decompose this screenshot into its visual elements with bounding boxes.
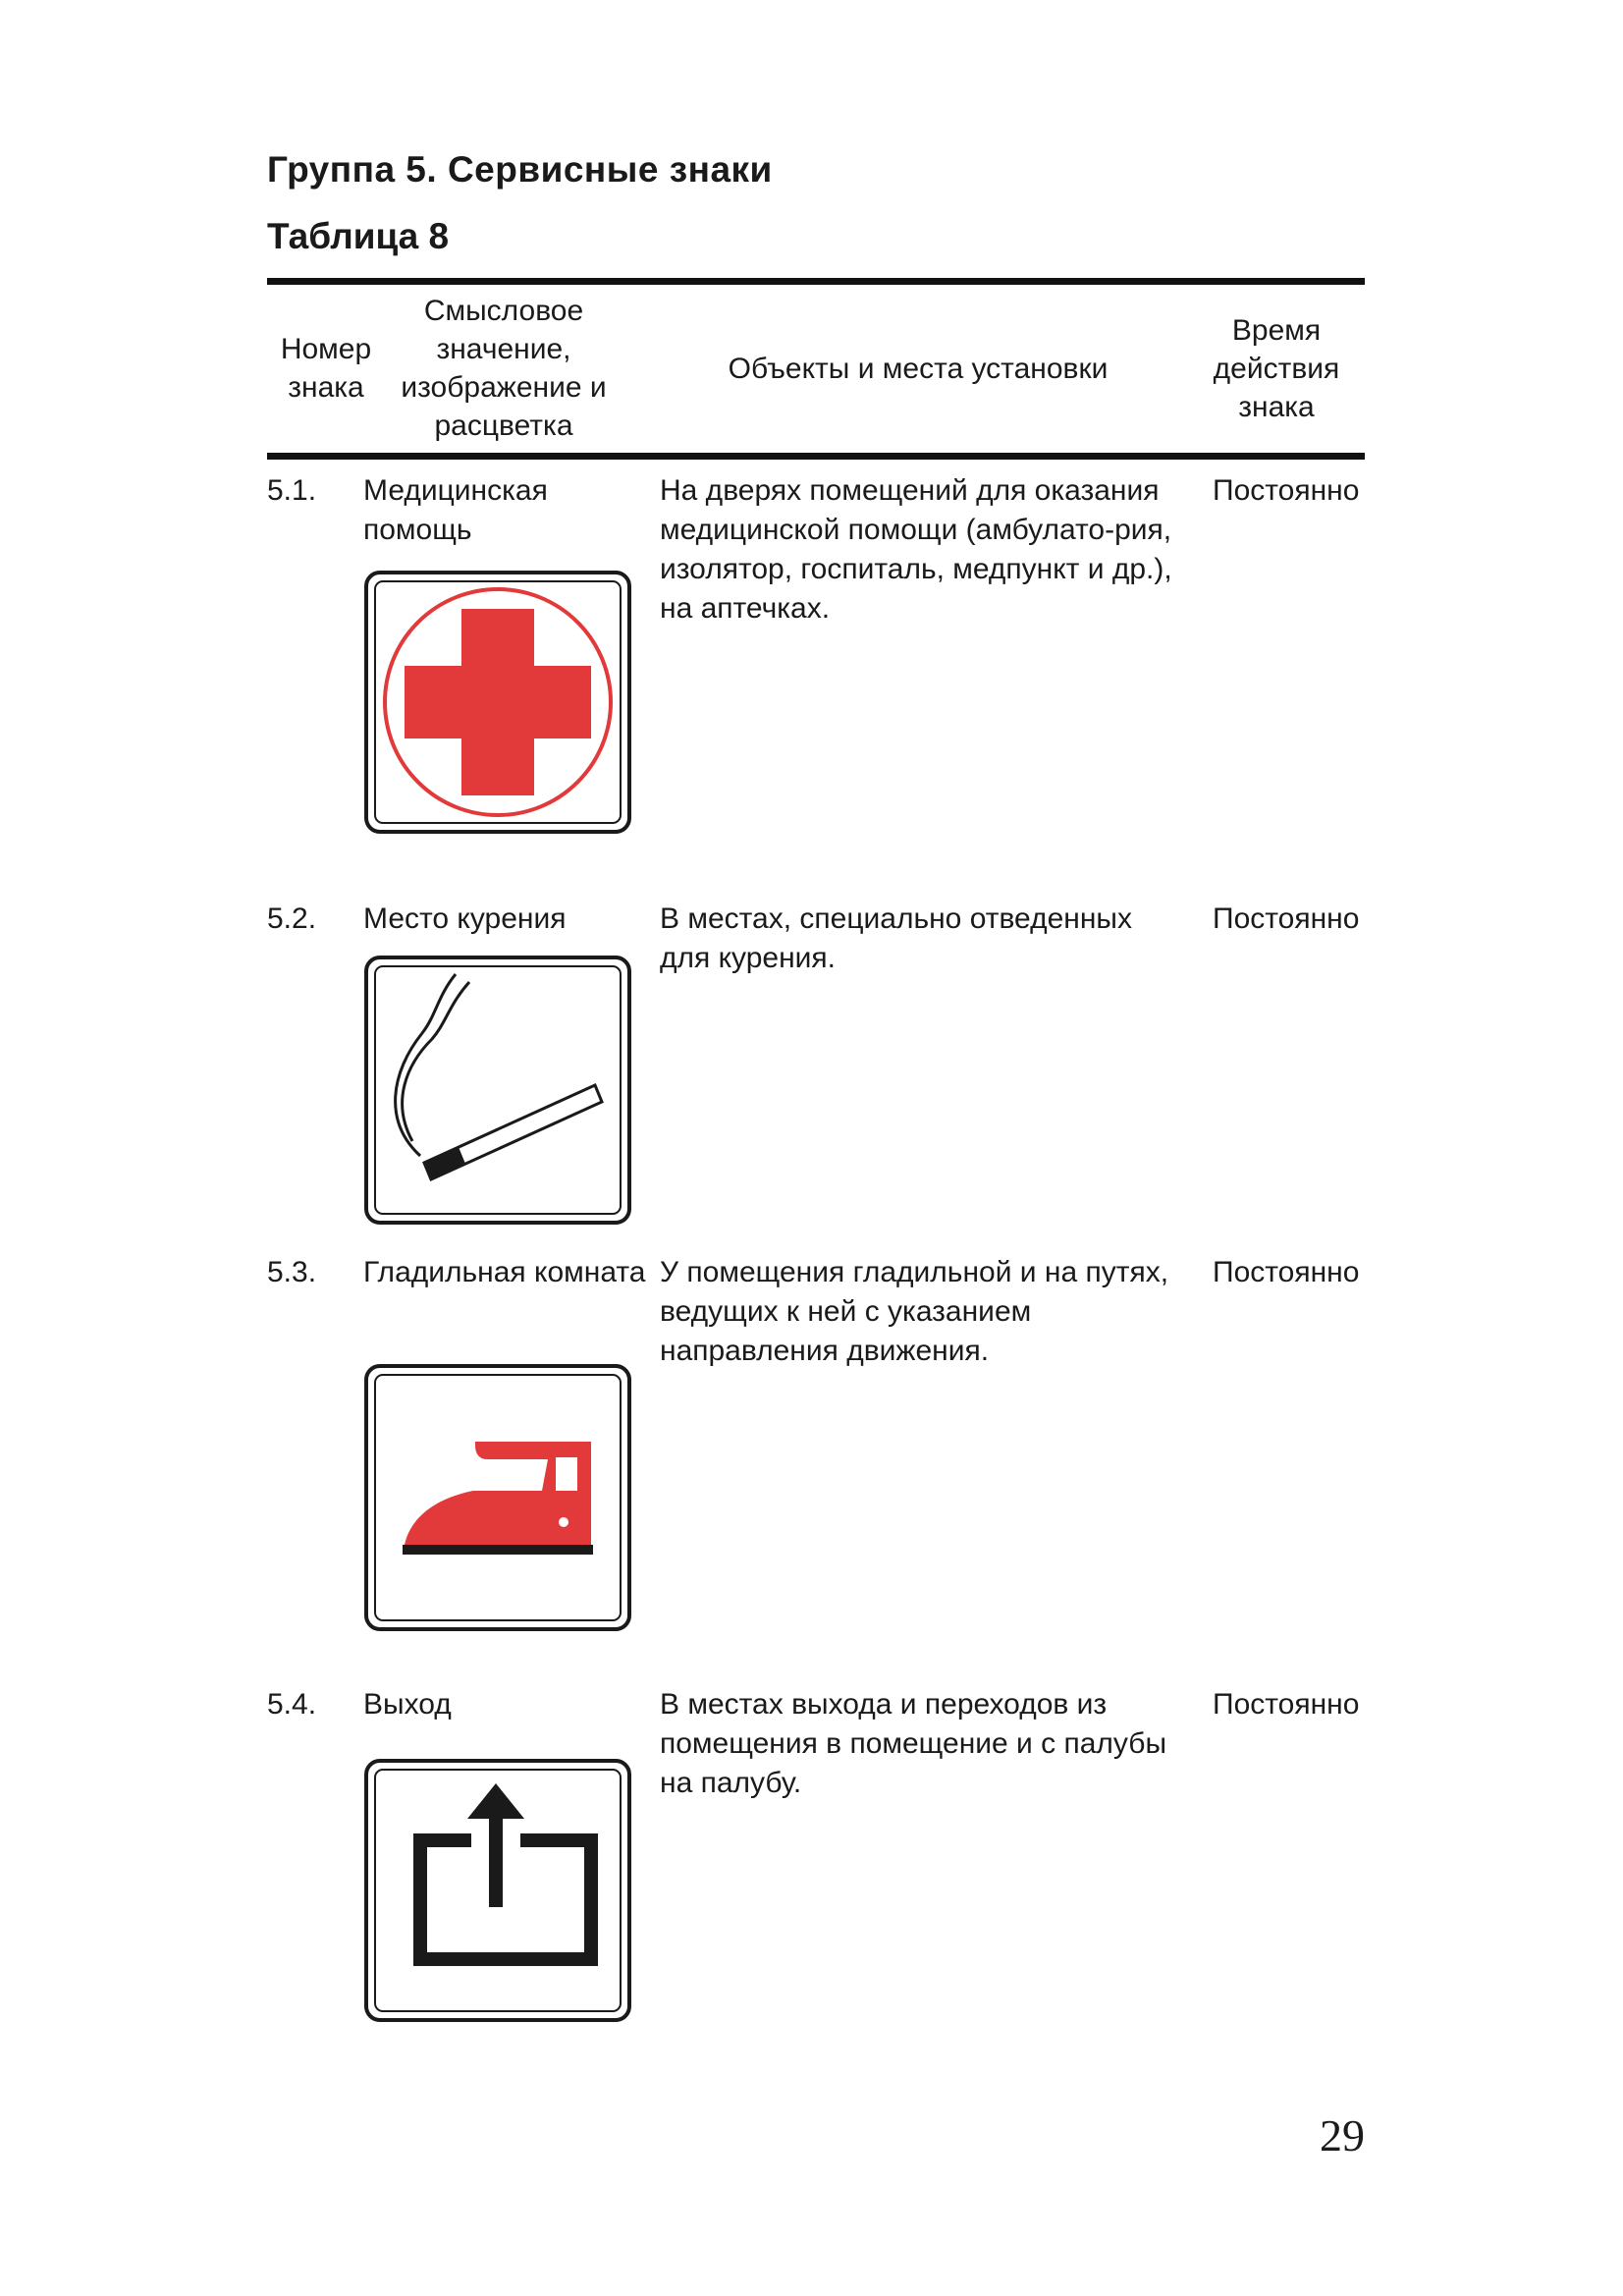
iron-icon (363, 1363, 632, 1632)
header-time: Время действия знака (1213, 314, 1340, 423)
row-4-time: Постоянно (1213, 1688, 1360, 1721)
row-4-number: 5.4. (267, 1688, 317, 1721)
row-3-description: У помещения гладильной и на путях, ведущих к ней с указанием направления движения. (660, 1256, 1169, 1367)
page-number: 29 (1320, 2110, 1365, 2160)
group-title: Группа 5. Сервисные знаки (267, 149, 773, 190)
row-4-name: Выход (363, 1688, 452, 1721)
header-objects: Объекты и места установки (728, 353, 1109, 385)
header-meaning: Смысловое значение, изображение и расцветка (401, 295, 607, 442)
cigarette-icon (363, 955, 632, 1226)
row-1-description: На дверях помещений для оказания медицинской помощи (амбулато-рия, изолятор, госпиталь, медпункт и др.), на аптечках. (660, 474, 1172, 625)
table-top-rule (267, 278, 1365, 285)
row-1-number: 5.1. (267, 474, 317, 507)
row-3-name: Гладильная комната (363, 1256, 646, 1288)
row-3-number: 5.3. (267, 1256, 317, 1288)
red-cross-icon (363, 570, 632, 835)
row-2-name: Место курения (363, 902, 567, 935)
exit-icon (363, 1758, 632, 2023)
row-2-time: Постоянно (1213, 902, 1360, 935)
row-2-description: В местах, специально отведенных для курения. (660, 902, 1132, 974)
header-number: Номер знака (280, 333, 372, 404)
row-4-description: В местах выхода и переходов из помещения в помещение и с палубы на палубу. (660, 1688, 1167, 1799)
row-1-time: Постоянно (1213, 474, 1360, 507)
row-3-time: Постоянно (1213, 1256, 1360, 1288)
header-bottom-rule (267, 453, 1365, 460)
row-2-number: 5.2. (267, 902, 317, 935)
row-1-name: Медицинская помощь (363, 474, 548, 546)
table-title: Таблица 8 (267, 216, 450, 256)
